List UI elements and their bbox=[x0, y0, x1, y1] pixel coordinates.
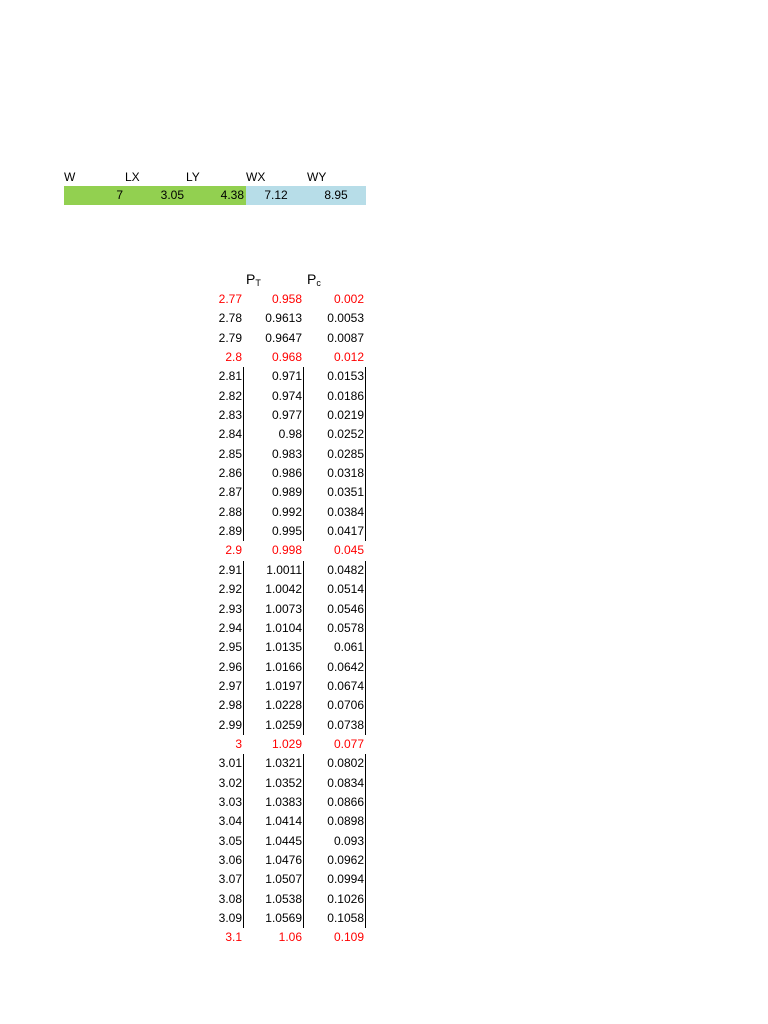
pt-value-cell[interactable]: 1.0414 bbox=[244, 812, 304, 831]
pc-value-cell[interactable]: 0.0417 bbox=[304, 522, 366, 541]
x-value-cell[interactable]: 3.06 bbox=[200, 851, 244, 870]
pc-value-cell[interactable]: 0.0153 bbox=[304, 367, 366, 386]
pt-value-cell[interactable]: 0.986 bbox=[244, 464, 304, 483]
table-row bbox=[200, 774, 368, 793]
x-value-cell[interactable]: 2.94 bbox=[200, 619, 244, 638]
x-value-cell[interactable]: 3.05 bbox=[200, 832, 244, 851]
table-row bbox=[200, 425, 368, 444]
header-label-wy[interactable]: WY bbox=[307, 170, 327, 184]
pt-value-cell[interactable]: 1.0569 bbox=[244, 909, 304, 928]
value-ly[interactable]: 4.38 bbox=[186, 186, 246, 205]
pc-value-cell[interactable]: 0.0994 bbox=[304, 870, 366, 889]
x-value-cell[interactable]: 3.04 bbox=[200, 812, 244, 831]
x-value-cell[interactable]: 2.85 bbox=[200, 445, 244, 464]
table-row bbox=[200, 600, 368, 619]
table-row bbox=[200, 580, 368, 599]
table-row bbox=[200, 503, 368, 522]
x-value-cell[interactable]: 2.83 bbox=[200, 406, 244, 425]
pc-value-cell[interactable]: 0.077 bbox=[333, 736, 364, 751]
x-value-cell[interactable]: 2.77 bbox=[218, 292, 242, 306]
x-value-cell[interactable]: 2.82 bbox=[200, 387, 244, 406]
header-label-lx[interactable]: LX bbox=[125, 170, 140, 184]
table-row bbox=[200, 928, 368, 947]
pc-value-cell[interactable]: 0.0834 bbox=[304, 774, 366, 793]
table-row bbox=[200, 793, 368, 812]
pt-value-cell[interactable]: 0.971 bbox=[244, 367, 304, 386]
table-row bbox=[200, 890, 368, 909]
pt-value-cell[interactable]: 1.0507 bbox=[244, 870, 304, 889]
pt-value-cell[interactable]: 1.0476 bbox=[244, 851, 304, 870]
pc-value-cell[interactable]: 0.0578 bbox=[304, 619, 366, 638]
x-value-cell[interactable]: 2.88 bbox=[200, 503, 244, 522]
x-value-cell[interactable]: 2.97 bbox=[200, 677, 244, 696]
pc-value-cell[interactable]: 0.0482 bbox=[304, 561, 366, 580]
table-row bbox=[200, 522, 368, 541]
value-wx[interactable]: 7.12 bbox=[246, 186, 306, 205]
pc-value-cell[interactable]: 0.0087 bbox=[327, 330, 364, 345]
table-row bbox=[200, 367, 368, 386]
x-value-cell[interactable]: 3.01 bbox=[200, 754, 244, 773]
table-row bbox=[200, 658, 368, 677]
pc-value-cell[interactable]: 0.0285 bbox=[304, 445, 366, 464]
table-row bbox=[200, 812, 368, 831]
pt-value-cell[interactable]: 1.0259 bbox=[244, 716, 304, 735]
x-value-cell[interactable]: 3.1 bbox=[225, 930, 242, 945]
x-value-cell[interactable]: 2.95 bbox=[200, 638, 244, 657]
header-label-ly[interactable]: LY bbox=[186, 170, 200, 184]
table-row bbox=[200, 329, 368, 348]
pt-value-cell[interactable]: 1.0197 bbox=[244, 677, 304, 696]
pt-value-cell[interactable]: 1.0352 bbox=[244, 774, 304, 793]
x-value-cell[interactable]: 2.89 bbox=[200, 522, 244, 541]
pt-value-cell[interactable]: 0.989 bbox=[244, 483, 304, 502]
pc-main: P bbox=[307, 271, 317, 287]
table-row bbox=[200, 716, 368, 735]
pc-value-cell[interactable]: 0.002 bbox=[333, 292, 364, 306]
pt-value-cell[interactable]: 0.968 bbox=[271, 350, 302, 365]
pt-value-cell[interactable]: 0.998 bbox=[271, 543, 302, 558]
pc-value-cell[interactable]: 0.0802 bbox=[304, 754, 366, 773]
table-row bbox=[200, 677, 368, 696]
pc-value-cell[interactable]: 0.0053 bbox=[327, 311, 364, 326]
table-row bbox=[200, 541, 368, 560]
pc-value-cell[interactable]: 0.0318 bbox=[304, 464, 366, 483]
table-row bbox=[200, 832, 368, 851]
pc-value-cell[interactable]: 0.0186 bbox=[304, 387, 366, 406]
pc-value-cell[interactable]: 0.0674 bbox=[304, 677, 366, 696]
pt-value-cell[interactable]: 1.029 bbox=[271, 736, 302, 751]
data-table bbox=[200, 290, 368, 948]
table-row bbox=[200, 909, 368, 928]
x-value-cell[interactable]: 2.96 bbox=[200, 658, 244, 677]
pc-value-cell[interactable]: 0.0898 bbox=[304, 812, 366, 831]
pt-value-cell[interactable]: 0.974 bbox=[244, 387, 304, 406]
pt-value-cell[interactable]: 1.0228 bbox=[244, 696, 304, 715]
pc-value-cell[interactable]: 0.093 bbox=[304, 832, 366, 851]
x-value-cell[interactable]: 2.8 bbox=[225, 350, 242, 365]
pt-value-cell[interactable]: 1.0104 bbox=[244, 619, 304, 638]
pc-value-cell[interactable]: 0.0252 bbox=[304, 425, 366, 444]
pc-value-cell[interactable]: 0.0738 bbox=[304, 716, 366, 735]
table-row bbox=[200, 445, 368, 464]
table-row bbox=[200, 735, 368, 754]
pt-value-cell[interactable]: 0.977 bbox=[244, 406, 304, 425]
table-row bbox=[200, 638, 368, 657]
x-value-cell[interactable]: 2.98 bbox=[200, 696, 244, 715]
pc-value-cell[interactable]: 0.0706 bbox=[304, 696, 366, 715]
pt-value-cell[interactable]: 1.0011 bbox=[244, 561, 304, 580]
value-w[interactable]: 7 bbox=[64, 186, 125, 205]
table-row bbox=[200, 290, 368, 309]
pt-value-cell[interactable]: 0.995 bbox=[244, 522, 304, 541]
table-row bbox=[200, 348, 368, 367]
pc-value-cell[interactable]: 0.0866 bbox=[304, 793, 366, 812]
x-value-cell[interactable]: 3.08 bbox=[200, 890, 244, 909]
pt-value-cell[interactable]: 1.0538 bbox=[244, 890, 304, 909]
pt-value-cell[interactable]: 0.983 bbox=[244, 445, 304, 464]
header-values-row bbox=[64, 186, 366, 205]
value-lx[interactable]: 3.05 bbox=[125, 186, 186, 205]
pc-value-cell[interactable]: 0.0642 bbox=[304, 658, 366, 677]
pt-value-cell[interactable]: 0.9613 bbox=[265, 311, 302, 326]
pc-value-cell[interactable]: 0.061 bbox=[304, 638, 366, 657]
x-value-cell[interactable]: 2.91 bbox=[200, 561, 244, 580]
header-label-w[interactable]: W bbox=[64, 170, 76, 184]
pc-value-cell[interactable]: 0.045 bbox=[333, 543, 364, 558]
pc-value-cell[interactable]: 0.0219 bbox=[304, 406, 366, 425]
x-value-cell[interactable]: 2.93 bbox=[200, 600, 244, 619]
column-heading-pt bbox=[246, 268, 261, 290]
pt-sub: T bbox=[255, 278, 261, 288]
x-value-cell[interactable]: 2.9 bbox=[225, 543, 242, 558]
x-value-cell[interactable]: 2.78 bbox=[218, 311, 242, 326]
x-value-cell[interactable]: 3.07 bbox=[200, 870, 244, 889]
x-value-cell[interactable]: 2.92 bbox=[200, 580, 244, 599]
pt-value-cell[interactable]: 0.98 bbox=[244, 425, 304, 444]
pt-value-cell[interactable]: 1.0166 bbox=[244, 658, 304, 677]
x-value-cell[interactable]: 2.99 bbox=[200, 716, 244, 735]
table-row bbox=[200, 309, 368, 328]
pt-value-cell[interactable]: 1.0042 bbox=[244, 580, 304, 599]
table-row bbox=[200, 870, 368, 889]
table-row bbox=[200, 464, 368, 483]
value-wy[interactable]: 8.95 bbox=[306, 186, 366, 205]
pt-value-cell[interactable]: 0.992 bbox=[244, 503, 304, 522]
pt-value-cell[interactable]: 1.0321 bbox=[244, 754, 304, 773]
x-value-cell[interactable]: 3.09 bbox=[200, 909, 244, 928]
pc-value-cell[interactable]: 0.1058 bbox=[304, 909, 366, 928]
pt-main: P bbox=[246, 271, 256, 287]
pc-value-cell[interactable]: 0.109 bbox=[333, 930, 364, 945]
x-value-cell[interactable]: 3 bbox=[235, 736, 242, 751]
table-row bbox=[200, 619, 368, 638]
table-row bbox=[200, 387, 368, 406]
pt-value-cell[interactable]: 1.0445 bbox=[244, 832, 304, 851]
table-row bbox=[200, 851, 368, 870]
pc-value-cell[interactable]: 0.0351 bbox=[304, 483, 366, 502]
x-value-cell[interactable]: 2.87 bbox=[200, 483, 244, 502]
pc-value-cell[interactable]: 0.1026 bbox=[304, 890, 366, 909]
table-row bbox=[200, 483, 368, 502]
pt-value-cell[interactable]: 1.06 bbox=[278, 930, 302, 945]
pc-value-cell[interactable]: 0.012 bbox=[333, 350, 364, 365]
table-row bbox=[200, 406, 368, 425]
pc-sub: c bbox=[316, 278, 321, 288]
x-value-cell[interactable]: 2.81 bbox=[200, 367, 244, 386]
pt-value-cell[interactable]: 1.0073 bbox=[244, 600, 304, 619]
x-value-cell[interactable]: 3.02 bbox=[200, 774, 244, 793]
pc-value-cell[interactable]: 0.0962 bbox=[304, 851, 366, 870]
column-heading-pc bbox=[307, 268, 321, 290]
table-row bbox=[200, 561, 368, 580]
pt-value-cell[interactable]: 1.0383 bbox=[244, 793, 304, 812]
table-row bbox=[200, 696, 368, 715]
x-value-cell[interactable]: 2.84 bbox=[200, 425, 244, 444]
header-label-wx[interactable]: WX bbox=[246, 170, 266, 184]
x-value-cell[interactable]: 2.86 bbox=[200, 464, 244, 483]
x-value-cell[interactable]: 2.79 bbox=[218, 330, 242, 345]
table-row bbox=[200, 754, 368, 773]
pc-value-cell[interactable]: 0.0384 bbox=[304, 503, 366, 522]
pt-value-cell[interactable]: 0.9647 bbox=[265, 330, 302, 345]
pc-value-cell[interactable]: 0.0546 bbox=[304, 600, 366, 619]
x-value-cell[interactable]: 3.03 bbox=[200, 793, 244, 812]
pt-value-cell[interactable]: 0.958 bbox=[271, 292, 302, 306]
pt-value-cell[interactable]: 1.0135 bbox=[244, 638, 304, 657]
pc-value-cell[interactable]: 0.0514 bbox=[304, 580, 366, 599]
